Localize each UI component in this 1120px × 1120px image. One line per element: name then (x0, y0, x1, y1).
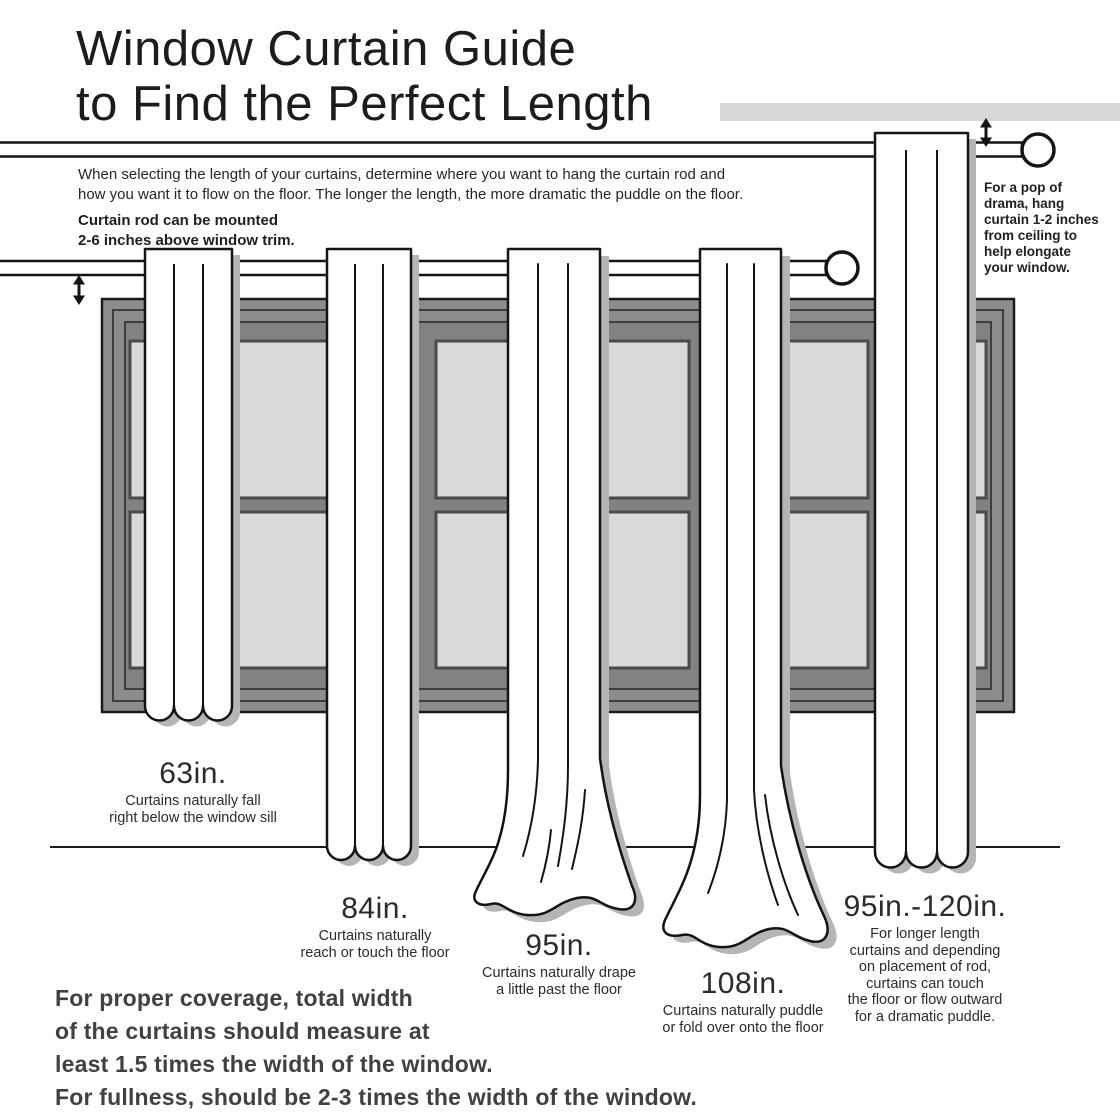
desc-95in: Curtains naturally drape a little past the floor (482, 965, 636, 998)
coverage-note-line3: least 1.5 times the width of the window. (55, 1051, 493, 1077)
ceiling-drama-note: For a pop of drama, hang curtain 1-2 inches from ceiling to help elongate your window. (984, 180, 1099, 275)
intro-line2: how you want it to flow on the floor. The longer the length, the more dramatic the puddle on the floor. (78, 185, 744, 203)
rod-mount-note-line2: 2-6 inches above window trim. (78, 231, 295, 249)
intro-line1: When selecting the length of your curtains, determine where you want to hang the curtain rod and (78, 166, 726, 183)
curtain-95-120in (875, 133, 976, 873)
intro-text (78, 165, 743, 204)
length-95-120in: 95in.-120in. (843, 890, 1007, 923)
curtain-84in (327, 249, 419, 866)
rod-mount-note-line1: Curtain rod can be mounted (78, 212, 279, 229)
length-95in: 95in. (525, 929, 593, 962)
label-84in (300, 893, 449, 962)
page-title (76, 22, 653, 132)
label-63in (109, 758, 277, 827)
rod-finial-upper (1022, 134, 1054, 166)
coverage-note-line4: For fullness, should be 2-3 times the width of the window. (55, 1084, 697, 1110)
ceiling-bar (720, 103, 1120, 121)
rod-mount-note (78, 211, 295, 250)
desc-63in: Curtains naturally fall right below the window sill (109, 793, 277, 826)
double-arrow-icon-lower (73, 275, 85, 305)
coverage-note (55, 982, 697, 1114)
label-95-120in (844, 891, 1007, 1025)
desc-108in: Curtains naturally puddle or fold over onto the floor (662, 1003, 824, 1036)
coverage-note-line2: of the curtains should measure at (55, 1018, 430, 1044)
desc-84in: Curtains naturally reach or touch the floor (300, 928, 450, 961)
rod-finial-lower (826, 252, 858, 284)
page-title-line1: Window Curtain Guide (76, 22, 577, 76)
desc-95-120in: For longer length curtains and depending on placement of rod, curtains can touch the floor or flow outward for a dramatic puddle. (847, 926, 1003, 1025)
length-63in: 63in. (159, 757, 227, 790)
coverage-note-line1: For proper coverage, total width (55, 985, 413, 1011)
length-108in: 108in. (700, 967, 786, 1000)
curtain-63in (145, 249, 240, 727)
page-title-line2: to Find the Perfect Length (76, 77, 653, 131)
length-84in: 84in. (341, 892, 409, 925)
